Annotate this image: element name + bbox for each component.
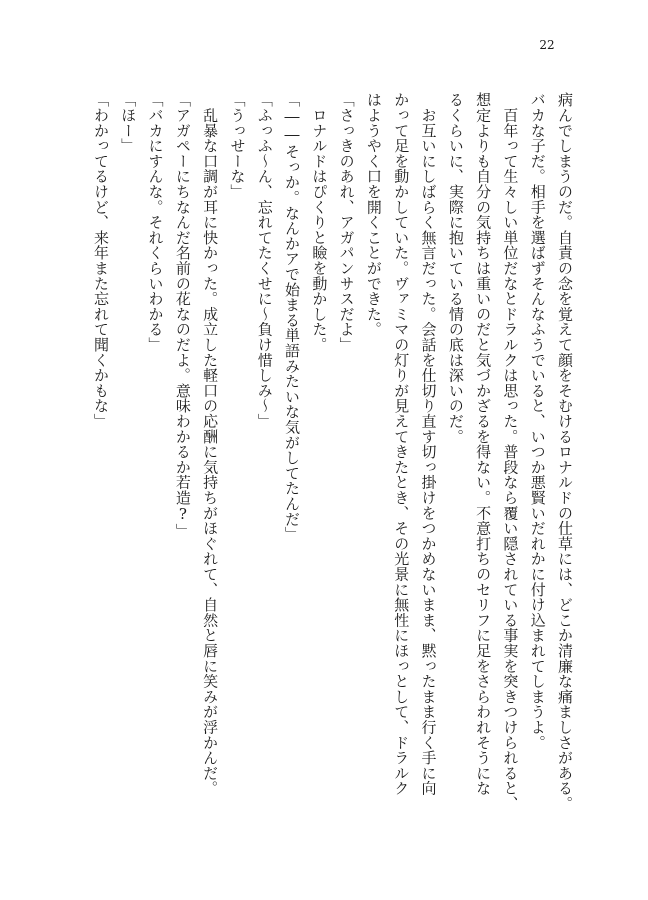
- text-line: るくらいに、実際に抱いている情の底は深いのだ。: [446, 92, 465, 444]
- text-line: 「わかってるけど、来年また忘れて聞くかもな」: [91, 92, 110, 429]
- text-line: 想定よりも自分の気持ちは重いのだと気づかざるを得ない。不意打ちのセリフに足をさらわれそうにな: [474, 92, 493, 796]
- text-line: 「バカにすんな。それくらいわかる」: [146, 92, 165, 353]
- text-line: 「ほー」: [119, 92, 138, 154]
- text-line: お互いにしばらく無言だった。会話を仕切り直す切っ掛けをつかめないまま、黙ったまま行く手に向: [419, 92, 438, 796]
- text-line: 「ふっふ～ん、忘れてたくせに～負け惜しみ～」: [255, 92, 274, 429]
- page-number: 22: [539, 38, 555, 52]
- text-line: はようやく口を開くことができた。: [364, 92, 383, 337]
- text-line: 「うっせーな」: [228, 92, 247, 200]
- text-line: バカな子だ。相手を選ばずそんなふうでいると、いつか悪賢いだれかに付け込まれてしまうよ。: [528, 92, 547, 750]
- text-line: 乱暴な口調が耳に快かった。成立した軽口の応酬に気持ちがほぐれて、自然と唇に笑みが浮かんだ。: [201, 92, 220, 796]
- text-line: 「――そっか。なんかアで始まる単語みたいな気がしてたんだ」: [283, 92, 302, 542]
- text-line: ロナルドはぴくりと瞼を動かした。: [310, 92, 329, 353]
- vertical-body-text: [87, 92, 578, 812]
- text-line: 「アガペーにちなんだ名前の花なのだよ。意味わかるか若造?」: [173, 92, 192, 539]
- text-line: 「さっきのあれ、アガパンサスだよ」: [337, 92, 356, 353]
- text-line: 百年って生々しい単位だなとドラルクは思った。普段なら覆い隠されている事実を突きつけられると、: [501, 92, 520, 812]
- text-line: かって足を動かしていた。ヴァミマの灯りが見えてきたとき、その光景に無性にほっとして、ドラルク: [392, 92, 411, 796]
- text-line: 病んでしまうのだ。自責の念を覚えて顔をそむけるロナルドの仕草には、どこか清廉な痛ましさがある。: [556, 92, 574, 812]
